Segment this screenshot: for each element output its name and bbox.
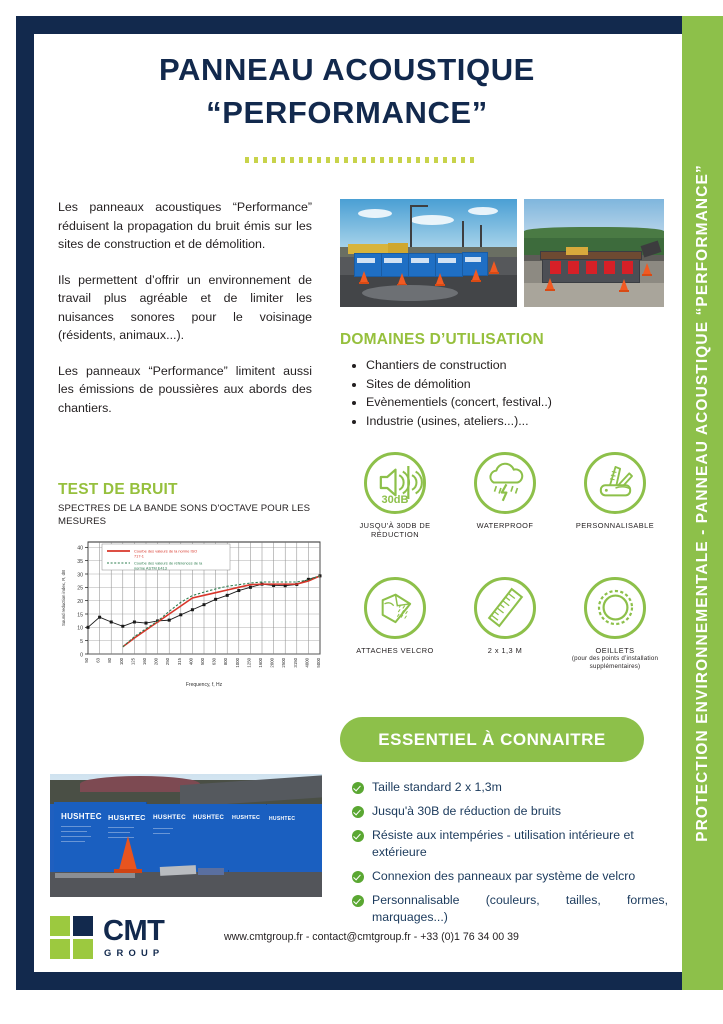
feature-label: OEILLETS xyxy=(595,646,635,655)
svg-text:Courbe des valeurs de la norme: Courbe des valeurs de la norme ISO xyxy=(134,548,198,554)
feature-reduction xyxy=(340,452,450,540)
svg-text:norme ASTM E413: norme ASTM E413 xyxy=(134,565,167,571)
list-item: • Industrie (usines, ateliers...)... xyxy=(366,412,686,431)
svg-text:5000: 5000 xyxy=(316,658,321,668)
panel-brand-text: HUSHTEC xyxy=(269,816,296,822)
eyelet-grommet-icon xyxy=(584,577,646,639)
svg-text:Courbe des valeurs de référenc: Courbe des valeurs de références de la xyxy=(134,560,203,566)
panel-brand-text: HUSHTEC xyxy=(153,814,186,821)
feature-label: WATERPROOF xyxy=(476,521,534,530)
feature-waterproof xyxy=(450,452,560,530)
panel-brand-text: HUSHTEC xyxy=(193,815,225,821)
svg-text:63: 63 xyxy=(95,658,101,663)
checklist-text: Connexion des panneaux par système de velcro xyxy=(372,869,636,883)
feature-personnalisable xyxy=(560,452,670,530)
check-circle-icon xyxy=(352,806,364,818)
test-de-bruit-heading: TEST DE BRUIT xyxy=(58,481,178,498)
svg-text:160: 160 xyxy=(142,658,147,666)
logo-square-green-3 xyxy=(73,939,93,959)
rain-cloud-icon xyxy=(474,452,536,514)
domaines-list xyxy=(348,356,686,430)
side-tab-label: PROTECTION ENVIRONNEMENTALE - PANNEAU ACOUSTIQUE “PERFORMANCE” xyxy=(693,164,711,842)
essentiel-checklist xyxy=(352,779,668,933)
list-item xyxy=(352,868,668,885)
feature-dimensions xyxy=(450,577,560,655)
feature-sublabel: (pour des points d’installation supplémentaires) xyxy=(571,655,659,671)
svg-text:315: 315 xyxy=(176,658,182,666)
svg-text:40: 40 xyxy=(77,545,83,552)
list-item: • Sites de démolition xyxy=(366,375,686,394)
intro-paragraph-3: Les panneaux “Performance” limitent aussi les émissions de poussières aux abords des chantiers. xyxy=(58,363,312,415)
svg-text:250: 250 xyxy=(165,658,171,666)
checklist-text: Résiste aux intempéries - utilisation intérieure et extérieure xyxy=(372,828,634,859)
essentiel-banner xyxy=(340,717,644,762)
svg-text:0: 0 xyxy=(80,652,83,659)
noise-spectrum-chart xyxy=(58,536,326,688)
velcro-icon xyxy=(364,577,426,639)
intro-text xyxy=(58,198,312,417)
footer-contact: www.cmtgroup.fr - contact@cmtgroup.fr - +33 (0)1 76 34 00 39 xyxy=(224,931,519,943)
svg-text:717-1: 717-1 xyxy=(134,553,144,559)
svg-text:35: 35 xyxy=(77,559,83,566)
svg-text:125: 125 xyxy=(130,658,136,666)
feature-label: JUSQU'À 30DB DE RÉDUCTION xyxy=(359,521,431,540)
checklist-text: Taille standard 2 x 1,3m xyxy=(372,780,502,794)
speaker-sound-icon xyxy=(364,452,426,514)
svg-text:800: 800 xyxy=(223,658,229,666)
svg-text:20: 20 xyxy=(77,599,83,606)
check-circle-icon xyxy=(352,895,364,907)
logo-square-navy-1 xyxy=(73,916,93,936)
feature-velcro xyxy=(340,577,450,655)
svg-text:5: 5 xyxy=(80,639,83,646)
photo-demolition-site-grey xyxy=(524,199,664,307)
photo-hushtec-panels xyxy=(50,774,322,897)
badge-30db: 30dB xyxy=(381,494,409,506)
svg-text:15: 15 xyxy=(77,612,83,619)
intro-paragraph-2: Ils permettent d’offrir un environnement de travail plus agréable et de limiter les nuisances sonores pour le voisinage (résidents, animaux...). xyxy=(58,272,312,342)
svg-text:50: 50 xyxy=(84,658,89,663)
svg-text:Frequency, f, Hz: Frequency, f, Hz xyxy=(185,682,223,688)
svg-text:1000: 1000 xyxy=(234,658,240,668)
domaines-heading: DOMAINES D’UTILISATION xyxy=(340,331,544,348)
logo-subtitle: GROUP xyxy=(104,947,165,958)
logo-square-green-2 xyxy=(50,939,70,959)
svg-text:10: 10 xyxy=(77,625,83,632)
list-item xyxy=(352,803,668,820)
svg-text:25: 25 xyxy=(77,585,83,592)
svg-text:2000: 2000 xyxy=(269,658,275,668)
svg-text:Sound reduction index, R, dB: Sound reduction index, R, dB xyxy=(61,570,66,626)
svg-text:1600: 1600 xyxy=(258,658,263,668)
page-title-line1: PANNEAU ACOUSTIQUE xyxy=(159,52,535,87)
logo-wordmark: CMT xyxy=(103,915,165,947)
intro-paragraph-1: Les panneaux acoustiques “Performance” réduisent la propagation du bruit émis sur les sites de construction et de démolition. xyxy=(58,200,312,251)
check-circle-icon xyxy=(352,830,364,842)
dotted-divider xyxy=(245,157,477,163)
essentiel-banner-label: ESSENTIEL À CONNAITRE xyxy=(378,729,606,749)
feature-label: PERSONNALISABLE xyxy=(575,521,655,530)
list-item xyxy=(352,827,668,861)
svg-text:400: 400 xyxy=(188,658,194,666)
list-item: • Evènementiels (concert, festival..) xyxy=(366,393,686,412)
svg-text:630: 630 xyxy=(211,658,217,666)
svg-text:1250: 1250 xyxy=(246,658,252,668)
page-title-line2: “PERFORMANCE” xyxy=(206,95,488,130)
feature-label: ATTACHES VELCRO xyxy=(356,646,434,655)
list-item xyxy=(352,892,668,926)
ruler-icon xyxy=(474,577,536,639)
panel-brand-text: HUSHTEC xyxy=(232,815,261,821)
svg-text:3150: 3150 xyxy=(292,658,298,668)
svg-text:30: 30 xyxy=(77,572,83,579)
checklist-text: Jusqu'à 30B de réduction de bruits xyxy=(372,804,561,818)
svg-text:2500: 2500 xyxy=(281,658,287,668)
photo-construction-site-blue xyxy=(340,199,517,307)
side-tab-bar xyxy=(682,16,723,990)
swiss-knife-icon xyxy=(584,452,646,514)
svg-text:80: 80 xyxy=(107,658,113,663)
list-item xyxy=(352,779,668,796)
panel-brand-text: HUSHTEC xyxy=(108,813,146,822)
chart-svg xyxy=(58,536,326,688)
logo-square-green-1 xyxy=(50,916,70,936)
feature-label: 2 x 1,3 M xyxy=(487,646,523,655)
feature-oeillets xyxy=(560,577,670,671)
test-de-bruit-subheading: SPECTRES DE LA BANDE SONS D'OCTAVE POUR LES MESURES xyxy=(58,503,311,527)
list-item: • Chantiers de construction xyxy=(366,356,686,375)
svg-text:200: 200 xyxy=(153,658,159,666)
svg-text:100: 100 xyxy=(118,658,124,666)
check-circle-icon xyxy=(352,782,364,794)
check-circle-icon xyxy=(352,871,364,883)
svg-text:4000: 4000 xyxy=(304,658,310,668)
page-title xyxy=(34,48,660,134)
panel-brand-text: HUSHTEC xyxy=(61,812,102,821)
checklist-text: Personnalisable (couleurs, tailles, formes, marquages...) xyxy=(372,893,668,924)
svg-text:500: 500 xyxy=(200,658,205,666)
